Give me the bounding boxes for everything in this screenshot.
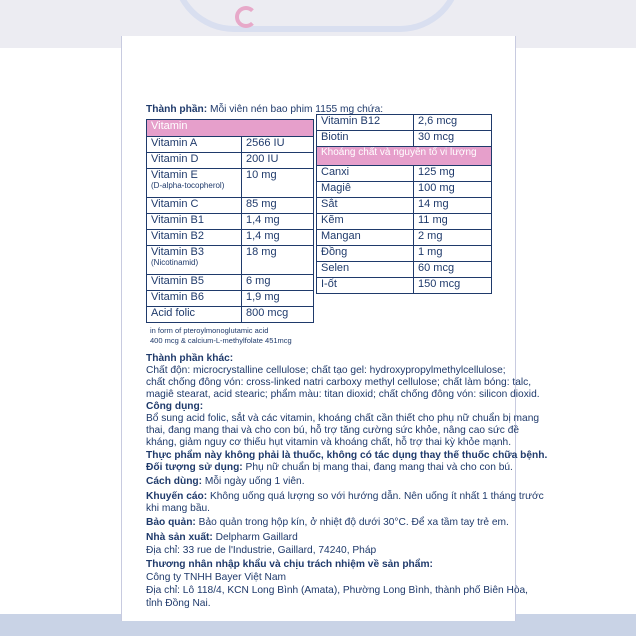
- table-row: [317, 230, 492, 246]
- text-line: [146, 585, 528, 596]
- line-text: Bổ sung acid folic, sắt và các vitamin, khoáng chất cần thiết cho phụ nữ chuẩn bị mang: [146, 413, 540, 424]
- text-line: [146, 598, 211, 609]
- mineral-name: Đồng: [317, 246, 414, 262]
- mineral-name: Magiê: [317, 182, 414, 198]
- item-name: Biotin: [317, 131, 414, 147]
- ingredients-heading: Thành phần:: [146, 104, 208, 115]
- vitamin-name: Vitamin E: [151, 169, 198, 181]
- vitamin-value: 6 mg: [242, 275, 314, 291]
- text-line: [146, 517, 509, 528]
- text-line: [146, 413, 539, 424]
- folic-note-2: 400 mcg & calcium-L-methylfolate 451mcg: [150, 336, 292, 345]
- text-line: [146, 545, 376, 556]
- text-line: [146, 503, 210, 514]
- table-row: [317, 214, 492, 230]
- brand-logo-mark: [235, 6, 257, 28]
- item-value: 30 mcg: [414, 131, 492, 147]
- table-row: [317, 278, 492, 294]
- mineral-value: 14 mg: [414, 198, 492, 214]
- line-bold: Thực phẩm này không phải là thuốc, không có tác dụng thay thế thuốc chữa bệnh.: [146, 450, 548, 461]
- vitamin-name: Vitamin B1: [147, 214, 242, 230]
- mineral-name: Canxi: [317, 166, 414, 182]
- line-text: Địa chỉ: Lô 118/4, KCN Long Bình (Amata), Phường Long Bình, thành phố Biên Hòa,: [146, 585, 528, 596]
- line-bold: Nhà sản xuất:: [146, 532, 213, 543]
- text-line: [146, 377, 531, 388]
- vitamin-name: Vitamin B5: [147, 275, 242, 291]
- table-row: [147, 198, 314, 214]
- mineral-name: Sắt: [317, 198, 414, 214]
- ingredients-intro: Mỗi viên nén bao phim 1155 mg chứa:: [209, 104, 384, 115]
- text-line: [146, 401, 203, 412]
- vitamin-name: Vitamin B3: [151, 246, 204, 258]
- line-text: Không uống quá lượng so với hướng dẫn. Nên uống ít nhất 1 tháng trước: [207, 491, 544, 502]
- vitamin-subname: (D-alpha-tocopherol): [151, 181, 225, 190]
- table-row: [317, 198, 492, 214]
- vitamin-value: 85 mg: [242, 198, 314, 214]
- vitamin-name: Vitamin A: [147, 137, 242, 153]
- text-line: [146, 559, 433, 570]
- text-line: [146, 491, 544, 502]
- mineral-value: 125 mg: [414, 166, 492, 182]
- minerals-table: [316, 114, 492, 294]
- table-row: [147, 291, 314, 307]
- vitamin-table-header: Vitamin: [147, 120, 314, 137]
- text-line: [146, 476, 305, 487]
- vitamin-value: 2566 IU: [242, 137, 314, 153]
- table-row: [147, 214, 314, 230]
- text-line: [146, 450, 547, 461]
- table-row: [317, 166, 492, 182]
- mineral-name: Selen: [317, 262, 414, 278]
- line-text: kháng, giảm nguy cơ thiếu hụt vitamin và khoáng chất, hỗ trợ thai kỳ khỏe mạnh.: [146, 437, 512, 448]
- table-row: [317, 182, 492, 198]
- vitamin-value: 800 mcg: [242, 307, 314, 323]
- text-line: [146, 462, 513, 473]
- line-text: thai, đang mang thai và cho con bú, hỗ trợ tăng cường sức khỏe, nâng cao sức đề: [146, 425, 520, 436]
- line-bold: Bảo quản:: [146, 517, 196, 528]
- table-row: [317, 131, 492, 147]
- table-row: [147, 230, 314, 246]
- line-bold: Cách dùng:: [146, 476, 203, 487]
- item-name: Vitamin B12: [317, 115, 414, 131]
- table-row: [147, 246, 314, 275]
- line-text: Bảo quản trong hộp kín, ở nhiệt độ dưới 30°C. Để xa tầm tay trẻ em.: [195, 517, 509, 528]
- text-line: [146, 425, 519, 436]
- vitamin-name: Vitamin D: [147, 153, 242, 169]
- vitamin-value: 1,9 mg: [242, 291, 314, 307]
- mineral-value: 100 mg: [414, 182, 492, 198]
- mineral-value: 11 mg: [414, 214, 492, 230]
- line-text: Delpharm Gaillard: [212, 532, 298, 543]
- line-text: chất chống đông vón: cross-linked natri carboxy methyl cellulose; chất làm bóng: talc,: [146, 377, 532, 388]
- mineral-name: I-ốt: [317, 278, 414, 294]
- line-text: Chất độn: microcrystalline cellulose; chất tạo gel: hydroxypropylmethylcellulose;: [146, 365, 506, 376]
- text-line: [146, 572, 286, 583]
- line-text: Mỗi ngày uống 1 viên.: [202, 476, 305, 487]
- vitamin-name: Vitamin B2: [147, 230, 242, 246]
- vitamin-name: Acid folic: [147, 307, 242, 323]
- text-line: [146, 365, 506, 376]
- text-line: [146, 532, 298, 543]
- table-row: [147, 275, 314, 291]
- vitamin-value: 1,4 mg: [242, 230, 314, 246]
- vitamin-value: 1,4 mg: [242, 214, 314, 230]
- table-row: [317, 115, 492, 131]
- table-row: [147, 169, 314, 198]
- minerals-header: Khoáng chất và nguyên tố vi lượng: [317, 147, 492, 166]
- folic-note-1: in form of pteroylmonoglutamic acid: [150, 326, 269, 335]
- line-text: Phụ nữ chuẩn bị mang thai, đang mang thai và cho con bú.: [242, 462, 513, 473]
- vitamin-value: 10 mg: [242, 169, 314, 198]
- mineral-value: 2 mg: [414, 230, 492, 246]
- line-text: Địa chỉ: 33 rue de l'Industrie, Gaillard, 74240, Pháp: [146, 545, 377, 556]
- mineral-value: 150 mcg: [414, 278, 492, 294]
- line-bold: Thành phần khác:: [146, 353, 234, 364]
- vitamin-value: 200 IU: [242, 153, 314, 169]
- line-bold: Khuyến cáo:: [146, 491, 208, 502]
- table-row: [147, 153, 314, 169]
- mineral-value: 60 mcg: [414, 262, 492, 278]
- line-text: magiê stearat, acid stearic; phẩm màu: titan dioxid; chất chống đông vón: silicon dioxid.: [146, 389, 540, 400]
- mineral-name: Kẽm: [317, 214, 414, 230]
- vitamin-name: Vitamin B6: [147, 291, 242, 307]
- text-line: [146, 437, 511, 448]
- table-row: [317, 262, 492, 278]
- line-bold: Đối tượng sử dụng:: [146, 462, 243, 473]
- brand-logo-arc: [172, 0, 462, 32]
- text-line: [146, 389, 540, 400]
- line-bold: Công dụng:: [146, 401, 204, 412]
- table-row: [317, 246, 492, 262]
- text-line: [146, 353, 233, 364]
- vitamin-subname: (Nicotinamid): [151, 258, 199, 267]
- table-row: [147, 307, 314, 323]
- mineral-value: 1 mg: [414, 246, 492, 262]
- line-bold: Thương nhân nhập khẩu và chịu trách nhiệm về sản phẩm:: [146, 559, 433, 570]
- mineral-name: Mangan: [317, 230, 414, 246]
- line-text: tỉnh Đồng Nai.: [146, 598, 211, 609]
- item-value: 2,6 mcg: [414, 115, 492, 131]
- vitamin-name-cell: [147, 169, 242, 198]
- table-row: [147, 137, 314, 153]
- line-text: khi mang bầu.: [146, 503, 210, 514]
- vitamin-name-cell: [147, 246, 242, 275]
- vitamin-table: [146, 119, 314, 323]
- vitamin-value: 18 mg: [242, 246, 314, 275]
- line-text: Công ty TNHH Bayer Việt Nam: [146, 572, 287, 583]
- vitamin-name: Vitamin C: [147, 198, 242, 214]
